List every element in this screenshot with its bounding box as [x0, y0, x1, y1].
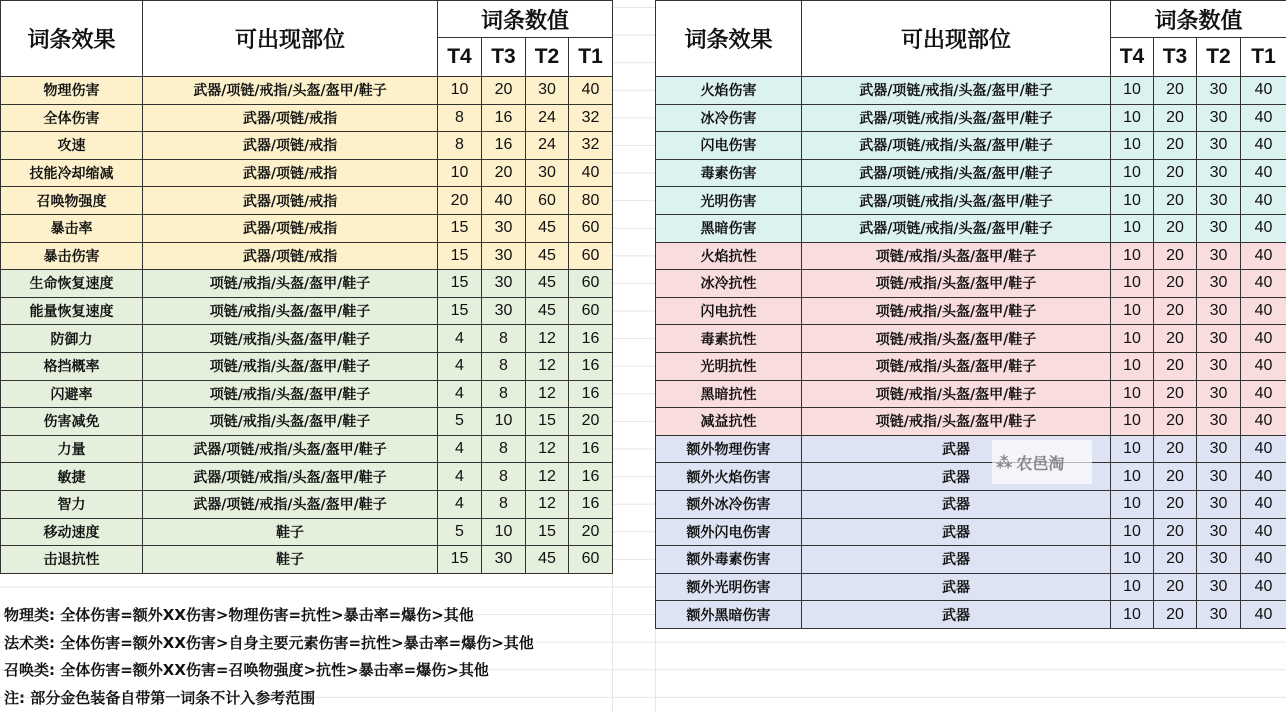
table-row: [656, 104, 1286, 132]
t4-value: 10: [1111, 187, 1154, 215]
t1-value: 40: [569, 77, 613, 105]
t3-value: 10: [482, 408, 526, 436]
t1-value: 40: [1241, 601, 1286, 629]
effect-cell: 击退抗性: [1, 546, 143, 574]
t4-value: 10: [1111, 546, 1154, 574]
t3-value: 20: [1154, 270, 1197, 298]
t3-value: 20: [1154, 463, 1197, 491]
effect-cell: 额外黑暗伤害: [656, 601, 802, 629]
slots-cell: 武器/项链/戒指: [143, 159, 438, 187]
header-effect: 词条效果: [1, 1, 143, 77]
table-row: [1, 435, 613, 463]
t4-value: 10: [1111, 573, 1154, 601]
effect-cell: 敏捷: [1, 463, 143, 491]
t1-value: 16: [569, 463, 613, 491]
slots-cell: 武器: [802, 463, 1111, 491]
affix-table-right: [655, 0, 1286, 629]
table-row: [656, 352, 1286, 380]
t1-value: 40: [1241, 408, 1286, 436]
table-row: [1, 490, 613, 518]
slots-cell: 项链/戒指/头盔/盔甲/鞋子: [802, 325, 1111, 353]
t1-value: 40: [1241, 435, 1286, 463]
slots-cell: 武器/项链/戒指: [143, 104, 438, 132]
effect-cell: 额外火焰伤害: [656, 463, 802, 491]
slots-cell: 项链/戒指/头盔/盔甲/鞋子: [802, 408, 1111, 436]
t3-value: 20: [1154, 242, 1197, 270]
table-row: [1, 297, 613, 325]
slots-cell: 武器/项链/戒指: [143, 242, 438, 270]
note-footnote: 注: 部分金色装备自带第一词条不计入参考范围: [4, 688, 316, 707]
table-row: [656, 242, 1286, 270]
effect-cell: 暴击伤害: [1, 242, 143, 270]
t3-value: 20: [1154, 518, 1197, 546]
slots-cell: 鞋子: [143, 518, 438, 546]
watermark-logo-icon: ⁂: [996, 452, 1013, 472]
t3-value: 30: [482, 242, 526, 270]
header-t1: T1: [1241, 38, 1286, 77]
effect-cell: 额外闪电伤害: [656, 518, 802, 546]
t4-value: 10: [1111, 242, 1154, 270]
effect-cell: 额外毒素伤害: [656, 546, 802, 574]
slots-cell: 武器/项链/戒指/头盔/盔甲/鞋子: [802, 214, 1111, 242]
effect-cell: 毒素伤害: [656, 159, 802, 187]
t2-value: 12: [526, 352, 569, 380]
t1-value: 40: [1241, 104, 1286, 132]
header-values: 词条数值: [1111, 1, 1286, 38]
header-t4: T4: [1111, 38, 1154, 77]
effect-cell: 格挡概率: [1, 352, 143, 380]
slots-cell: 项链/戒指/头盔/盔甲/鞋子: [143, 380, 438, 408]
t3-value: 16: [482, 104, 526, 132]
t2-value: 30: [1197, 297, 1241, 325]
t2-value: 45: [526, 297, 569, 325]
t1-value: 16: [569, 325, 613, 353]
effect-cell: 暴击率: [1, 214, 143, 242]
slots-cell: 项链/戒指/头盔/盔甲/鞋子: [802, 380, 1111, 408]
t2-value: 30: [526, 159, 569, 187]
t2-value: 30: [1197, 408, 1241, 436]
effect-cell: 额外冰冷伤害: [656, 490, 802, 518]
t2-value: 30: [1197, 490, 1241, 518]
t4-value: 10: [1111, 214, 1154, 242]
t3-value: 20: [1154, 490, 1197, 518]
t1-value: 16: [569, 435, 613, 463]
t4-value: 10: [1111, 270, 1154, 298]
t4-value: 10: [1111, 325, 1154, 353]
t3-value: 20: [1154, 77, 1197, 105]
note-magic: 法术类: 全体伤害=额外XX伤害>自身主要元素伤害=抗性>暴击率=爆伤>其他: [4, 633, 534, 652]
table-row: [656, 546, 1286, 574]
effect-cell: 闪电伤害: [656, 132, 802, 160]
slots-cell: 武器/项链/戒指/头盔/盔甲/鞋子: [143, 490, 438, 518]
table-row: [656, 490, 1286, 518]
slots-cell: 项链/戒指/头盔/盔甲/鞋子: [143, 270, 438, 298]
header-t3: T3: [482, 38, 526, 77]
t1-value: 40: [1241, 463, 1286, 491]
table-row: [1, 159, 613, 187]
header-t2: T2: [1197, 38, 1241, 77]
t2-value: 12: [526, 435, 569, 463]
table-row: [656, 601, 1286, 629]
t2-value: 30: [1197, 435, 1241, 463]
effect-cell: 火焰伤害: [656, 77, 802, 105]
t2-value: 30: [1197, 270, 1241, 298]
table-row: [656, 380, 1286, 408]
table-row: [656, 518, 1286, 546]
t4-value: 10: [1111, 77, 1154, 105]
effect-cell: 防御力: [1, 325, 143, 353]
table-row: [656, 214, 1286, 242]
t3-value: 30: [482, 214, 526, 242]
table-row: [1, 380, 613, 408]
priority-notes: [4, 602, 534, 712]
t1-value: 40: [1241, 297, 1286, 325]
header-t4: T4: [438, 38, 482, 77]
effect-cell: 闪电抗性: [656, 297, 802, 325]
t2-value: 12: [526, 325, 569, 353]
t4-value: 10: [1111, 297, 1154, 325]
t3-value: 20: [1154, 132, 1197, 160]
table-row: [1, 408, 613, 436]
slots-cell: 武器/项链/戒指/头盔/盔甲/鞋子: [802, 104, 1111, 132]
affix-table-left: [0, 0, 613, 574]
t2-value: 60: [526, 187, 569, 215]
effect-cell: 额外光明伤害: [656, 573, 802, 601]
effect-cell: 冰冷抗性: [656, 270, 802, 298]
slots-cell: 武器: [802, 435, 1111, 463]
table-row: [1, 77, 613, 105]
t4-value: 15: [438, 297, 482, 325]
effect-cell: 召唤物强度: [1, 187, 143, 215]
t2-value: 45: [526, 546, 569, 574]
effect-cell: 技能冷却缩减: [1, 159, 143, 187]
t1-value: 40: [1241, 187, 1286, 215]
header-t1: T1: [569, 38, 613, 77]
t1-value: 40: [1241, 214, 1286, 242]
t2-value: 12: [526, 463, 569, 491]
slots-cell: 武器/项链/戒指/头盔/盔甲/鞋子: [802, 159, 1111, 187]
t4-value: 20: [438, 187, 482, 215]
t3-value: 20: [1154, 297, 1197, 325]
table-row: [656, 132, 1286, 160]
slots-cell: 项链/戒指/头盔/盔甲/鞋子: [802, 242, 1111, 270]
t2-value: 30: [1197, 104, 1241, 132]
t4-value: 4: [438, 352, 482, 380]
table-row: [656, 408, 1286, 436]
t4-value: 8: [438, 104, 482, 132]
effect-cell: 冰冷伤害: [656, 104, 802, 132]
watermark-text: 农邑淘: [1016, 453, 1065, 473]
t1-value: 60: [569, 270, 613, 298]
slots-cell: 项链/戒指/头盔/盔甲/鞋子: [143, 297, 438, 325]
t2-value: 15: [526, 408, 569, 436]
table-row: [656, 325, 1286, 353]
table-row: [1, 463, 613, 491]
t4-value: 4: [438, 463, 482, 491]
t2-value: 30: [526, 77, 569, 105]
effect-cell: 光明抗性: [656, 352, 802, 380]
t3-value: 8: [482, 352, 526, 380]
t4-value: 10: [1111, 132, 1154, 160]
slots-cell: 武器/项链/戒指/头盔/盔甲/鞋子: [802, 132, 1111, 160]
t3-value: 8: [482, 325, 526, 353]
t2-value: 12: [526, 380, 569, 408]
table-row: [656, 573, 1286, 601]
t4-value: 10: [1111, 435, 1154, 463]
t4-value: 4: [438, 435, 482, 463]
effect-cell: 移动速度: [1, 518, 143, 546]
t4-value: 10: [1111, 601, 1154, 629]
table-row: [1, 242, 613, 270]
slots-cell: 武器/项链/戒指/头盔/盔甲/鞋子: [143, 463, 438, 491]
t4-value: 4: [438, 325, 482, 353]
t4-value: 10: [1111, 159, 1154, 187]
t2-value: 30: [1197, 325, 1241, 353]
t1-value: 16: [569, 352, 613, 380]
t4-value: 15: [438, 270, 482, 298]
table-row: [656, 435, 1286, 463]
t2-value: 24: [526, 132, 569, 160]
t4-value: 10: [438, 77, 482, 105]
slots-cell: 武器/项链/戒指: [143, 132, 438, 160]
effect-cell: 能量恢复速度: [1, 297, 143, 325]
t1-value: 40: [1241, 518, 1286, 546]
t1-value: 60: [569, 297, 613, 325]
header-values: 词条数值: [438, 1, 613, 38]
t3-value: 30: [482, 297, 526, 325]
t2-value: 15: [526, 518, 569, 546]
t3-value: 10: [482, 518, 526, 546]
t3-value: 20: [1154, 573, 1197, 601]
t2-value: 12: [526, 490, 569, 518]
t2-value: 30: [1197, 242, 1241, 270]
effect-cell: 智力: [1, 490, 143, 518]
t4-value: 15: [438, 214, 482, 242]
slots-cell: 武器: [802, 573, 1111, 601]
t1-value: 40: [1241, 77, 1286, 105]
note-physical: 物理类: 全体伤害=额外XX伤害>物理伤害=抗性>暴击率=爆伤>其他: [4, 606, 474, 624]
slots-cell: 武器/项链/戒指/头盔/盔甲/鞋子: [143, 435, 438, 463]
t3-value: 20: [1154, 435, 1197, 463]
t3-value: 20: [1154, 352, 1197, 380]
t3-value: 20: [1154, 408, 1197, 436]
t1-value: 40: [1241, 352, 1286, 380]
t1-value: 32: [569, 104, 613, 132]
t4-value: 10: [1111, 490, 1154, 518]
t3-value: 20: [1154, 214, 1197, 242]
slots-cell: 武器: [802, 518, 1111, 546]
t3-value: 20: [1154, 601, 1197, 629]
table-row: [1, 546, 613, 574]
t1-value: 32: [569, 132, 613, 160]
t1-value: 80: [569, 187, 613, 215]
slots-cell: 武器/项链/戒指: [143, 187, 438, 215]
table-row: [1, 187, 613, 215]
slots-cell: 项链/戒指/头盔/盔甲/鞋子: [802, 352, 1111, 380]
t4-value: 10: [438, 159, 482, 187]
t1-value: 40: [1241, 159, 1286, 187]
t3-value: 20: [482, 77, 526, 105]
t3-value: 40: [482, 187, 526, 215]
t1-value: 60: [569, 242, 613, 270]
t1-value: 40: [1241, 380, 1286, 408]
effect-cell: 毒素抗性: [656, 325, 802, 353]
t3-value: 16: [482, 132, 526, 160]
watermark: [992, 440, 1092, 484]
effect-cell: 额外物理伤害: [656, 435, 802, 463]
t2-value: 30: [1197, 380, 1241, 408]
table-row: [656, 463, 1286, 491]
slots-cell: 项链/戒指/头盔/盔甲/鞋子: [802, 297, 1111, 325]
t1-value: 40: [1241, 573, 1286, 601]
t2-value: 30: [1197, 601, 1241, 629]
slots-cell: 武器: [802, 490, 1111, 518]
t3-value: 30: [482, 270, 526, 298]
t1-value: 40: [1241, 546, 1286, 574]
t3-value: 20: [1154, 546, 1197, 574]
t3-value: 20: [1154, 325, 1197, 353]
t4-value: 4: [438, 380, 482, 408]
t2-value: 45: [526, 270, 569, 298]
t3-value: 20: [1154, 104, 1197, 132]
t1-value: 40: [569, 159, 613, 187]
t3-value: 20: [1154, 187, 1197, 215]
table-row: [1, 270, 613, 298]
t1-value: 40: [1241, 270, 1286, 298]
header-slots: 可出现部位: [143, 1, 438, 77]
effect-cell: 全体伤害: [1, 104, 143, 132]
t2-value: 30: [1197, 187, 1241, 215]
table-row: [656, 159, 1286, 187]
slots-cell: 武器/项链/戒指: [143, 214, 438, 242]
slots-cell: 武器: [802, 546, 1111, 574]
t3-value: 8: [482, 435, 526, 463]
t2-value: 30: [1197, 463, 1241, 491]
t3-value: 8: [482, 380, 526, 408]
t2-value: 30: [1197, 518, 1241, 546]
t4-value: 10: [1111, 408, 1154, 436]
effect-cell: 光明伤害: [656, 187, 802, 215]
t4-value: 5: [438, 408, 482, 436]
slots-cell: 项链/戒指/头盔/盔甲/鞋子: [143, 352, 438, 380]
t1-value: 40: [1241, 325, 1286, 353]
slots-cell: 项链/戒指/头盔/盔甲/鞋子: [143, 408, 438, 436]
t4-value: 5: [438, 518, 482, 546]
t1-value: 20: [569, 408, 613, 436]
t4-value: 15: [438, 242, 482, 270]
t3-value: 20: [1154, 380, 1197, 408]
table-row: [1, 518, 613, 546]
t1-value: 16: [569, 490, 613, 518]
effect-cell: 黑暗伤害: [656, 214, 802, 242]
t2-value: 45: [526, 214, 569, 242]
t2-value: 30: [1197, 214, 1241, 242]
t2-value: 30: [1197, 159, 1241, 187]
t2-value: 30: [1197, 132, 1241, 160]
table-row: [1, 325, 613, 353]
table-row: [656, 77, 1286, 105]
slots-cell: 项链/戒指/头盔/盔甲/鞋子: [143, 325, 438, 353]
slots-cell: 武器: [802, 601, 1111, 629]
slots-cell: 武器/项链/戒指/头盔/盔甲/鞋子: [802, 77, 1111, 105]
t3-value: 20: [482, 159, 526, 187]
table-row: [1, 104, 613, 132]
t4-value: 4: [438, 490, 482, 518]
header-t2: T2: [526, 38, 569, 77]
slots-cell: 项链/戒指/头盔/盔甲/鞋子: [802, 270, 1111, 298]
effect-cell: 物理伤害: [1, 77, 143, 105]
t3-value: 20: [1154, 159, 1197, 187]
t1-value: 40: [1241, 490, 1286, 518]
header-slots: 可出现部位: [802, 1, 1111, 77]
t2-value: 30: [1197, 546, 1241, 574]
effect-cell: 攻速: [1, 132, 143, 160]
t2-value: 45: [526, 242, 569, 270]
t4-value: 8: [438, 132, 482, 160]
slots-cell: 武器/项链/戒指/头盔/盔甲/鞋子: [143, 77, 438, 105]
effect-cell: 伤害减免: [1, 408, 143, 436]
table-row: [656, 187, 1286, 215]
t1-value: 60: [569, 546, 613, 574]
table-row: [1, 352, 613, 380]
effect-cell: 力量: [1, 435, 143, 463]
t1-value: 40: [1241, 132, 1286, 160]
t2-value: 30: [1197, 77, 1241, 105]
t4-value: 10: [1111, 104, 1154, 132]
t4-value: 10: [1111, 380, 1154, 408]
table-row: [1, 214, 613, 242]
t3-value: 30: [482, 546, 526, 574]
t4-value: 10: [1111, 352, 1154, 380]
t2-value: 30: [1197, 352, 1241, 380]
t3-value: 8: [482, 463, 526, 491]
t3-value: 8: [482, 490, 526, 518]
effect-cell: 生命恢复速度: [1, 270, 143, 298]
table-row: [656, 270, 1286, 298]
effect-cell: 闪避率: [1, 380, 143, 408]
t1-value: 40: [1241, 242, 1286, 270]
t4-value: 10: [1111, 518, 1154, 546]
slots-cell: 鞋子: [143, 546, 438, 574]
t1-value: 16: [569, 380, 613, 408]
t4-value: 10: [1111, 463, 1154, 491]
t4-value: 15: [438, 546, 482, 574]
t1-value: 20: [569, 518, 613, 546]
slots-cell: 武器/项链/戒指/头盔/盔甲/鞋子: [802, 187, 1111, 215]
effect-cell: 黑暗抗性: [656, 380, 802, 408]
effect-cell: 火焰抗性: [656, 242, 802, 270]
note-summon: 召唤类: 全体伤害=额外XX伤害=召唤物强度>抗性>暴击率=爆伤>其他: [4, 661, 489, 680]
effect-cell: 减益抗性: [656, 408, 802, 436]
header-t3: T3: [1154, 38, 1197, 77]
table-row: [656, 297, 1286, 325]
header-effect: 词条效果: [656, 1, 802, 77]
table-row: [1, 132, 613, 160]
t2-value: 24: [526, 104, 569, 132]
t1-value: 60: [569, 214, 613, 242]
t2-value: 30: [1197, 573, 1241, 601]
